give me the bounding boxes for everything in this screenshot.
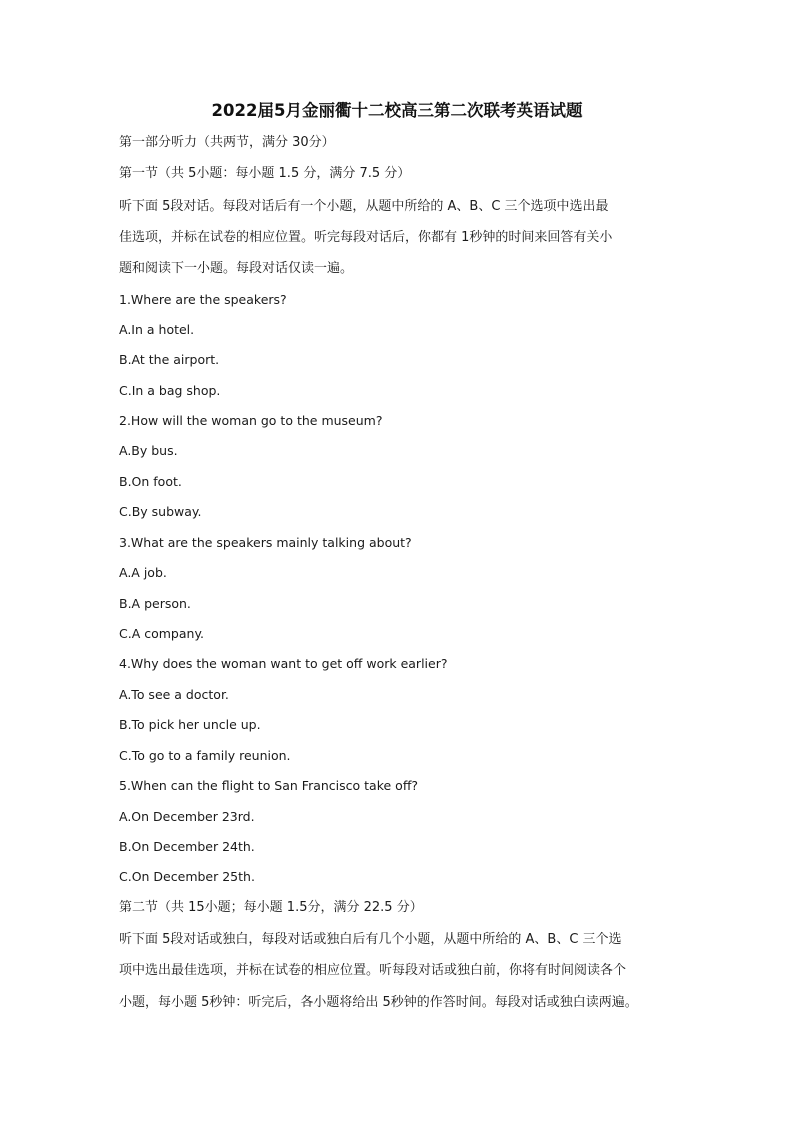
question-option: C.To go to a family reunion.	[119, 748, 291, 763]
section2-instruction-line: 项中选出最佳选项，并标在试卷的相应位置。听每段对话或独白前，你将有时间阅读各个	[119, 963, 627, 978]
question-option: A.In a hotel.	[119, 322, 195, 337]
section2-heading: 第二节（共 15小题；每小题 1.5分，满分 22.5 分）	[119, 900, 423, 915]
section1-instruction-line: 听下面 5段对话。每段对话后有一个小题，从题中所给的 A、B、C 三个选项中选出最	[119, 199, 609, 214]
section2-instruction-line: 听下面 5段对话或独白，每段对话或独白后有几个小题，从题中所给的 A、B、C 三个选	[119, 932, 622, 947]
question-stem: 5.When can the flight to San Francisco take off?	[119, 778, 419, 793]
section1-instruction-line: 题和阅读下一小题。每段对话仅读一遍。	[119, 261, 354, 276]
section1-instruction-line: 佳选项，并标在试卷的相应位置。听完每段对话后，你都有 1秒钟的时间来回答有关小	[119, 230, 613, 245]
question-option: A.By bus.	[119, 443, 178, 458]
document-title: 2022届5月金丽衢十二校高三第二次联考英语试题	[211, 101, 583, 120]
question-stem: 4.Why does the woman want to get off work earlier?	[119, 656, 448, 671]
question-option: B.On December 24th.	[119, 839, 255, 854]
question-option: B.A person.	[119, 596, 191, 611]
question-stem: 2.How will the woman go to the museum?	[119, 413, 383, 428]
question-option: C.By subway.	[119, 504, 202, 519]
question-option: B.To pick her uncle up.	[119, 717, 261, 732]
question-option: C.A company.	[119, 626, 205, 641]
part1-heading: 第一部分听力（共两节，满分 30分）	[119, 135, 335, 150]
question-stem: 3.What are the speakers mainly talking about?	[119, 535, 412, 550]
question-option: C.In a bag shop.	[119, 383, 221, 398]
question-option: C.On December 25th.	[119, 869, 255, 884]
question-option: A.A job.	[119, 565, 167, 580]
question-stem: 1.Where are the speakers?	[119, 292, 287, 307]
question-option: B.At the airport.	[119, 352, 220, 367]
section2-instruction-line: 小题，每小题 5秒钟：听完后，各小题将给出 5秒钟的作答时间。每段对话或独白读两遍。	[119, 995, 638, 1010]
section1-heading: 第一节（共 5小题：每小题 1.5 分，满分 7.5 分）	[119, 166, 411, 181]
question-option: A.To see a doctor.	[119, 687, 229, 702]
question-option: B.On foot.	[119, 474, 182, 489]
question-option: A.On December 23rd.	[119, 809, 255, 824]
